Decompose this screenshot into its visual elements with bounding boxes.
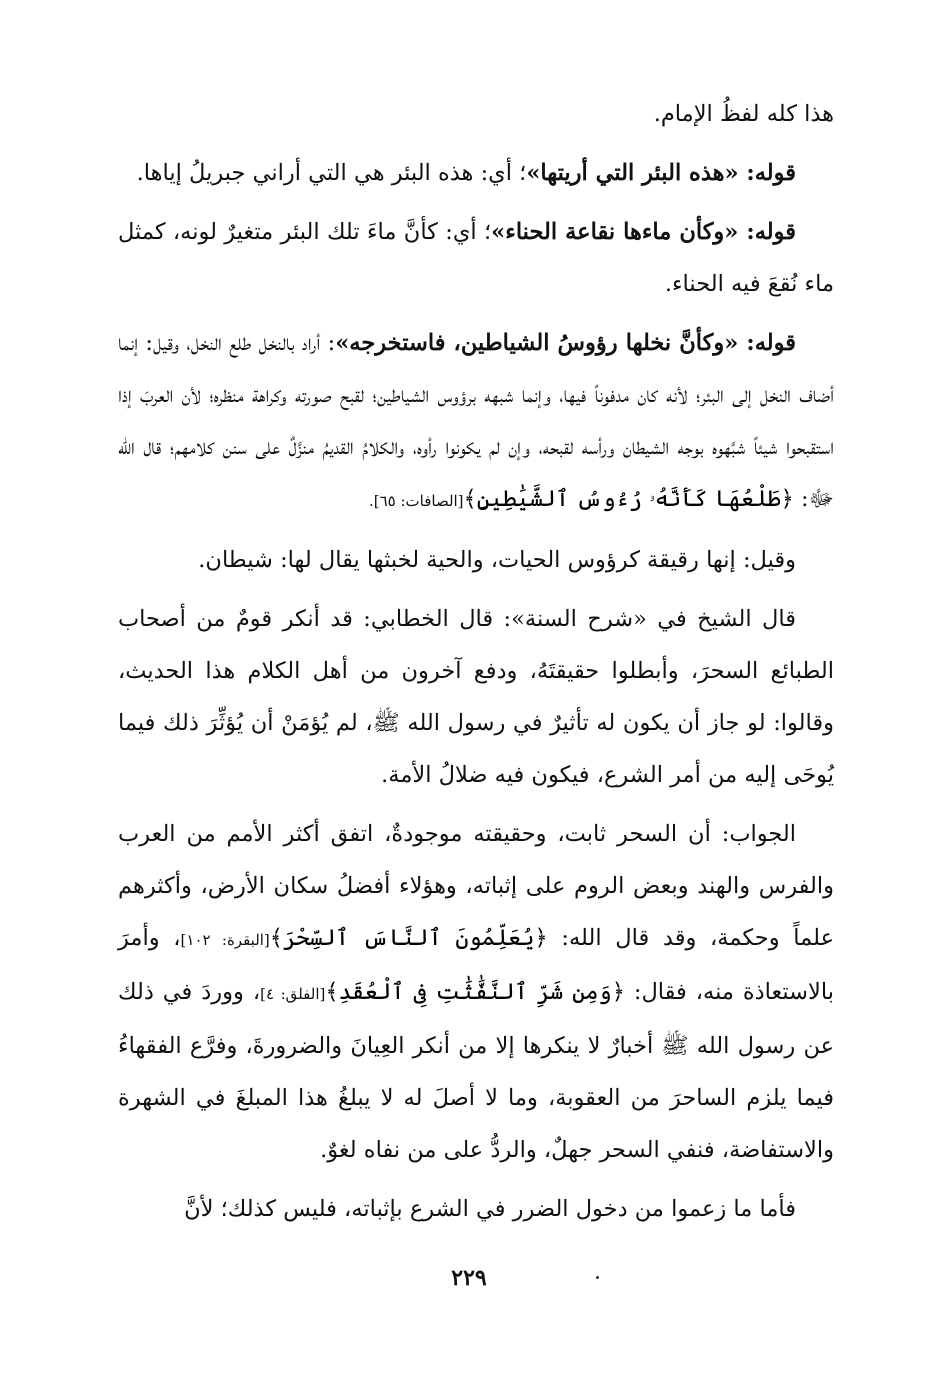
paragraph-7 [118,808,834,1176]
page-number: ٢٢٩ [451,1265,487,1291]
print-speck [596,1276,599,1279]
quote-lead-4: قوله: «وكأنَّ نخلها رؤوسُ الشياطين، فاستخرجه» [335,330,796,356]
paragraph-8 [118,1183,834,1235]
paragraph-2-text: ؛ أي: هذه البئر هي التي أراني جبريلُ إياها. [136,160,527,186]
verse-reference-1: [الصافات: ٦٥]. [368,492,464,510]
paragraph-8-text: فأما ما زعموا من دخول الضرر في الشرع بإثباته، فليس كذلك؛ لأنَّ [184,1196,796,1222]
verse-reference-2: [البقرة: ١٠٢] [180,931,270,949]
quote-lead-2: قوله: «هذه البئر التي أريتها» [526,160,796,186]
paragraph-3-text: ؛ أي: كأنَّ ماءَ تلك البئر متغيرٌ لونه، كمثل ماء نُقعَ فيه الحناء. [118,219,834,297]
paragraph-7-text-c: ، ووردَ في ذلك عن رسول الله ﷺ أخبارٌ لا ينكرها إلا من أنكر العِيانَ والضرورةَ، وفرَّع الفقهاءُ فيما يلزم الساحرَ من العقوبة، وما لا أصلَ له لا يبلغُ هذا المبلغَ في الشهرة والاستفاضة، فنفي السحر جهلٌ، والردُّ على من نفاه لغوٌ. [118,979,834,1163]
paragraph-5-text: وقيل: إنها رقيقة كرؤوس الحيات، والحية لخبثها يقال لها: شيطان. [198,547,796,573]
paragraph-6 [118,593,834,801]
page-body [118,88,834,1358]
quran-verse-2: ﴿يُعَلِّمُونَ ٱلنَّاسَ ٱلسِّحْرَ﴾ [269,925,548,951]
quran-verse-3: ﴿وَمِن شَرِّ ٱلنَّفَّٰثَٰتِ فِى ٱلْعُقَدِ﴾ [325,979,625,1005]
paragraph-3 [118,206,834,310]
verse-reference-3: [الفلق: ٤] [260,985,326,1003]
paragraph-7-text-a: الجواب: أن السحر ثابت، وحقيقته موجودةٌ، اتفق أكثر الأمم من العرب والفرس والهند وبعض الروم على إثباته، وهؤلاء أفضلُ سكان الأرض، وأكثرهم علماً وحكمة، وقد قال الله: [118,821,835,951]
paragraph-5 [118,534,834,586]
paragraph-6-text: قال الشيخ في «شرح السنة»: قال الخطابي: قد أنكر قومٌ من أصحاب الطبائع السحرَ، وأبطلوا حقيقتَهُ، ودفع آخرون من أهل الكلام هذا الحديث، وقالوا: لو جاز أن يكون له تأثيرٌ في رسول الله ﷺ، لم يُؤمَنْ أن يُؤثِّرَ ذلك فيما يُوحَى إليه من أمر الشرع، فيكون فيه ضلالُ الأمة. [118,606,834,788]
paragraph-1 [118,88,834,140]
paragraph-7-text-b: ، وأمرَ بالاستعاذة منه، فقال: [118,925,834,1005]
paragraph-2 [118,147,834,199]
quran-verse-1: ﴿طَلْعُهَا كَأَنَّهُۥ رُءُوسُ ٱلشَّيَٰطِينِ﴾ [463,486,794,512]
paragraph-4-text: : أراد بالنخل طلع النخل، وقيل: إنما أضاف النخل إلى البئر؛ لأنه كان مدفوناً فيها، وإنما شبهه برؤوس الشياطين؛ لقبح صورته وكراهة منظره؛ لأن العربَ إذا استقبحوا شيئاً شبَّهوه بوجه الشيطان ورأسه لقبحه، وإن لم يكونوا رأوه، والكلامُ القديمُ منزَّلٌ على سنن كلامهم؛ قال الله ﷻ: [118,330,834,512]
paragraph-1-text: هذا كله لفظُ الإمام. [653,101,834,127]
quote-lead-3: قوله: «وكأن ماءها نقاعة الحناء» [491,219,796,245]
paragraph-4 [118,317,834,527]
